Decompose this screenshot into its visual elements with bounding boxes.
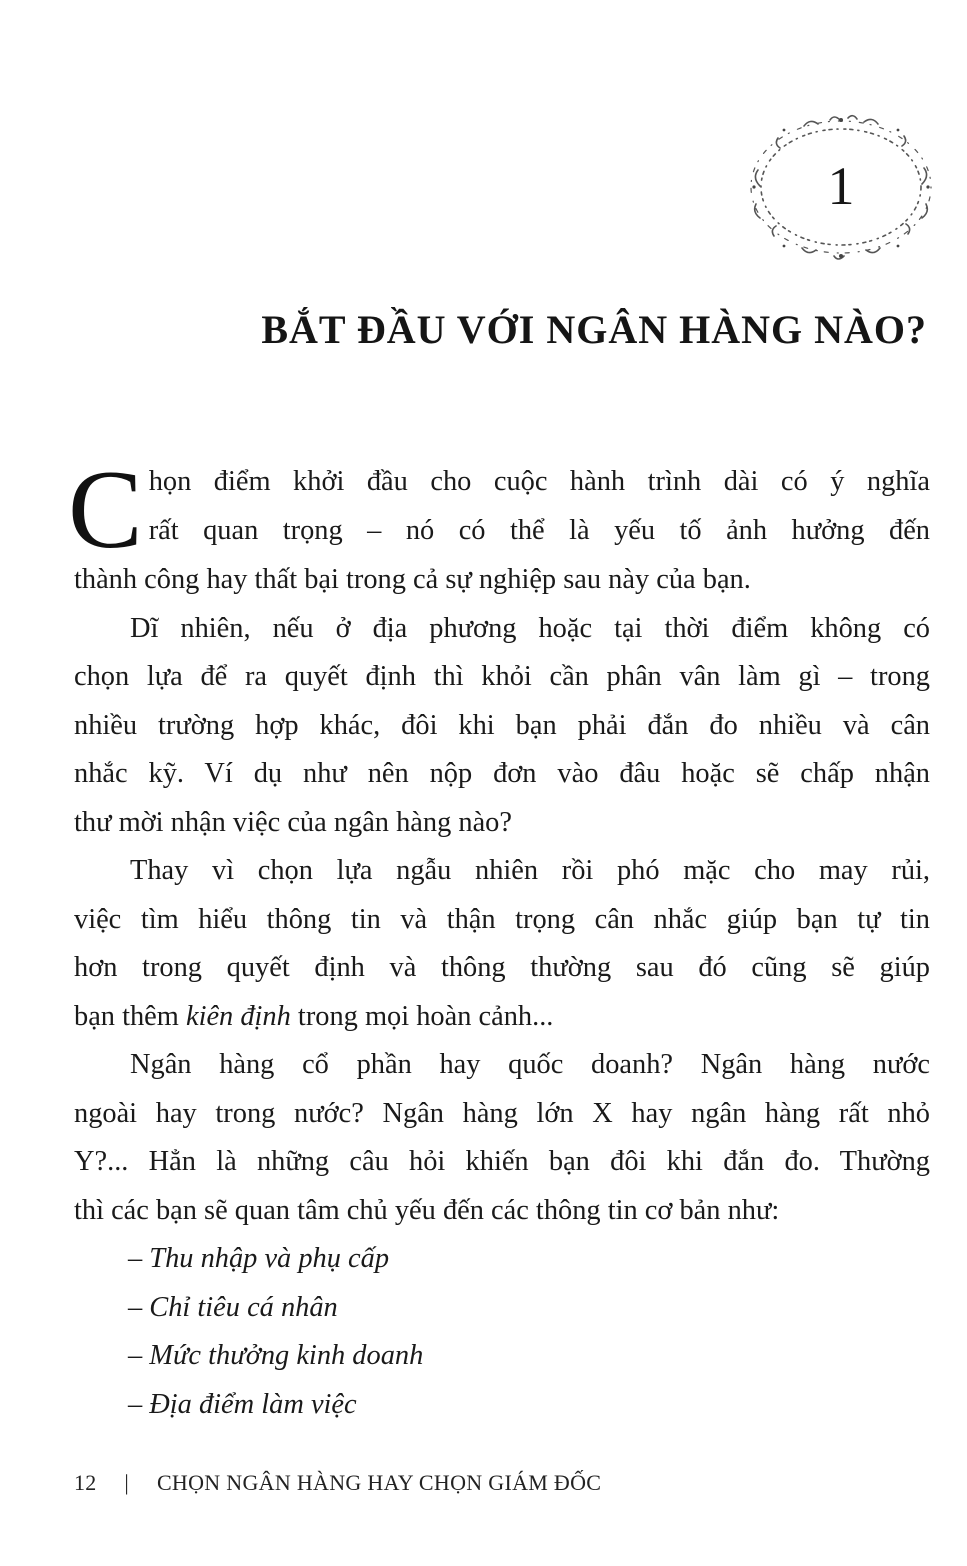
paragraph-3 — [74, 847, 930, 1041]
paragraph-4 — [74, 1041, 930, 1235]
paragraph-line: Thay vì chọn lựa ngẫu nhiên rồi phó mặc cho may rủi, — [130, 855, 930, 886]
running-title: CHỌN NGÂN HÀNG HAY CHỌN GIÁM ĐỐC — [156, 1470, 602, 1495]
footer-separator: | — [124, 1470, 130, 1495]
paragraph-line: việc tìm hiểu thông tin và thận trọng cân nhắc giúp bạn tự tin — [74, 903, 930, 935]
page-footer — [74, 1470, 601, 1496]
chapter-number: 1 — [827, 156, 855, 216]
chapter-body — [68, 448, 930, 1429]
emphasis-text: kiên định — [185, 1000, 291, 1032]
paragraph-line: nhiều trường hợp khác, đôi khi bạn phải đắn đo nhiều và cân — [74, 709, 930, 741]
list-item: – Mức thưởng kinh doanh — [128, 1340, 424, 1371]
paragraph-line: hơn trong quyết định và thông thường sau đó cũng sẽ giúp — [74, 952, 930, 983]
list-item: – Thu nhập và phụ cấp — [128, 1243, 390, 1274]
paragraph-2 — [74, 605, 930, 848]
list-item: – Địa điểm làm việc — [128, 1388, 357, 1420]
paragraph-line: thư mời nhận việc của ngân hàng nào? — [74, 806, 512, 838]
paragraph-line: Dĩ nhiên, nếu ở địa phương hoặc tại thời điểm không có — [130, 612, 930, 644]
paragraph-line: thành công hay thất bại trong cả sự nghiệp sau này của bạn. — [74, 564, 751, 595]
text-run: trong mọi hoàn cảnh... — [290, 1000, 554, 1032]
paragraph-line: Y?... Hẳn là những câu hỏi khiến bạn đôi khi đắn đo. Thường — [74, 1146, 930, 1177]
list-item: – Chỉ tiêu cá nhân — [128, 1291, 338, 1323]
paragraph-line: ngoài hay trong nước? Ngân hàng lớn X hay ngân hàng rất nhỏ — [74, 1097, 930, 1129]
paragraph-line: rất quan trọng – nó có thể là yếu tố ảnh hưởng đến — [148, 514, 930, 546]
drop-cap-letter: C — [68, 448, 143, 572]
paragraph-1 — [68, 448, 930, 605]
paragraph-line: nhắc kỹ. Ví dụ như nên nộp đơn vào đâu hoặc sẽ chấp nhận — [74, 758, 930, 789]
paragraph-line: Ngân hàng cổ phần hay quốc doanh? Ngân hàng nước — [130, 1049, 930, 1080]
paragraph-line: chọn lựa để ra quyết định thì khỏi cần phân vân làm gì – trong — [74, 661, 930, 692]
page-number: 12 — [74, 1470, 97, 1495]
criteria-list — [74, 1235, 930, 1429]
chapter-title: BẮT ĐẦU VỚI NGÂN HÀNG NÀO? — [261, 307, 927, 352]
paragraph-line: thì các bạn sẽ quan tâm chủ yếu đến các thông tin cơ bản như: — [74, 1194, 780, 1226]
paragraph-line — [74, 993, 930, 1042]
text-run: bạn thêm — [74, 1000, 186, 1032]
paragraph-line: họn điểm khởi đầu cho cuộc hành trình dài có ý nghĩa — [148, 466, 930, 497]
